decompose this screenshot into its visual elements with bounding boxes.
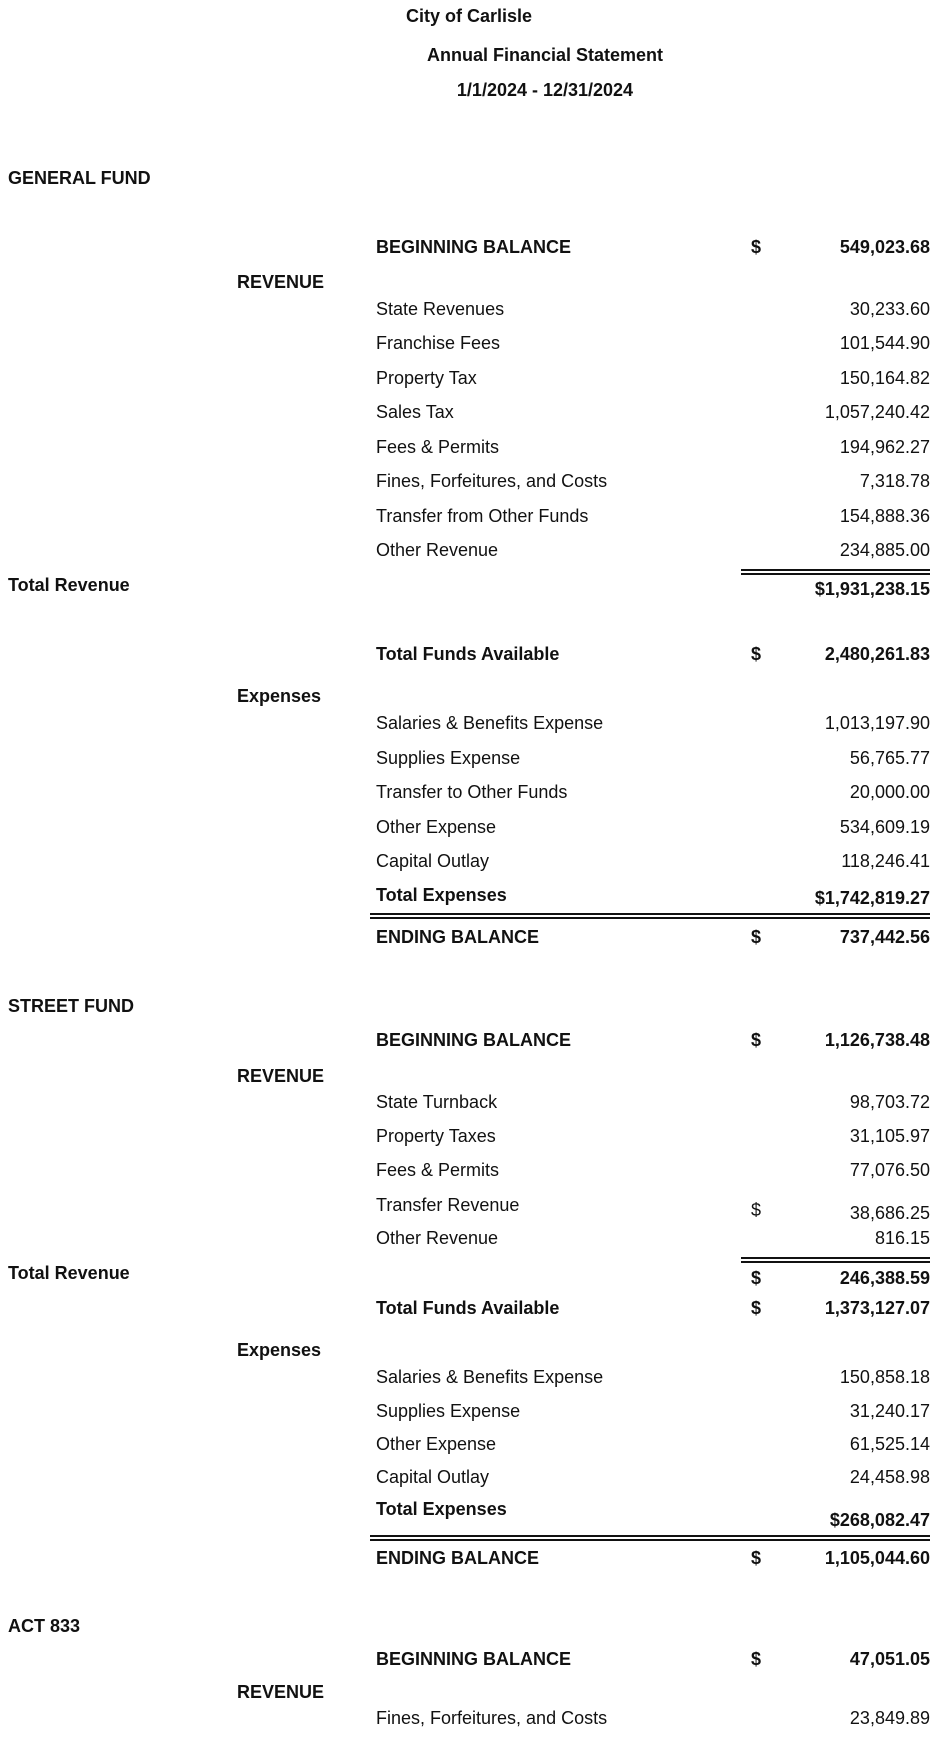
sf-revenue-label: State Turnback bbox=[376, 1092, 498, 1112]
gf-expense-label: Capital Outlay bbox=[376, 851, 490, 871]
gf-expense-value: 1,013,197.90 bbox=[824, 713, 930, 733]
sf-ending-rule bbox=[370, 1535, 930, 1537]
gf-funds-available-value: 2,480,261.83 bbox=[824, 644, 930, 664]
sf-revenue-heading: REVENUE bbox=[237, 1066, 325, 1086]
sf-revenue-label: Transfer Revenue bbox=[376, 1195, 520, 1215]
act-beginning-balance-value: 47,051.05 bbox=[849, 1649, 930, 1669]
statement-title: Annual Financial Statement bbox=[426, 45, 664, 65]
gf-beginning-balance-label: BEGINNING BALANCE bbox=[376, 237, 572, 257]
gf-ending-rule bbox=[370, 913, 930, 915]
gf-funds-available-dollar: $ bbox=[751, 644, 762, 664]
sf-revenue-value: 31,105.97 bbox=[849, 1126, 930, 1146]
gf-revenue-rule bbox=[741, 573, 930, 575]
gf-revenue-rule bbox=[741, 569, 930, 571]
gf-revenue-label: Other Revenue bbox=[376, 540, 499, 560]
sf-expense-label: Capital Outlay bbox=[376, 1467, 490, 1487]
gf-total-expenses-value: $1,742,819.27 bbox=[814, 888, 930, 908]
gf-revenue-value: 150,164.82 bbox=[839, 368, 930, 388]
gf-expense-value: 118,246.41 bbox=[841, 851, 930, 871]
act-revenue-heading: REVENUE bbox=[237, 1682, 325, 1702]
sf-total-revenue-label: Total Revenue bbox=[8, 1263, 130, 1283]
sf-funds-available-value: 1,373,127.07 bbox=[824, 1298, 930, 1318]
gf-funds-available-label: Total Funds Available bbox=[376, 644, 560, 664]
gf-revenue-value: 154,888.36 bbox=[839, 506, 930, 526]
sf-expense-value: 150,858.18 bbox=[839, 1367, 930, 1387]
sf-total-expenses-label: Total Expenses bbox=[376, 1499, 507, 1519]
sf-expense-value: 24,458.98 bbox=[849, 1467, 930, 1487]
act-833-title: ACT 833 bbox=[8, 1616, 81, 1636]
gf-revenue-label: Fees & Permits bbox=[376, 437, 500, 457]
sf-expenses-heading: Expenses bbox=[237, 1340, 322, 1360]
sf-revenue-label: Fees & Permits bbox=[376, 1160, 500, 1180]
gf-expense-value: 534,609.19 bbox=[839, 817, 930, 837]
gf-expense-label: Transfer to Other Funds bbox=[376, 782, 568, 802]
gf-total-expenses-label: Total Expenses bbox=[376, 885, 507, 905]
gf-revenue-label: Sales Tax bbox=[376, 402, 454, 422]
sf-ending-balance-value: 1,105,044.60 bbox=[824, 1548, 930, 1568]
city-name: City of Carlisle bbox=[405, 6, 533, 26]
sf-expense-value: 61,525.14 bbox=[849, 1434, 930, 1454]
sf-beginning-balance-value: 1,126,738.48 bbox=[824, 1030, 930, 1050]
gf-revenue-label: Transfer from Other Funds bbox=[376, 506, 589, 526]
sf-revenue-label: Other Revenue bbox=[376, 1228, 499, 1248]
sf-revenue-value: 77,076.50 bbox=[849, 1160, 930, 1180]
sf-expense-label: Other Expense bbox=[376, 1434, 497, 1454]
sf-revenue-value: 98,703.72 bbox=[849, 1092, 930, 1112]
gf-ending-rule bbox=[370, 917, 930, 919]
gf-expense-value: 20,000.00 bbox=[849, 782, 930, 802]
gf-beginning-balance-dollar: $ bbox=[751, 237, 762, 257]
gf-expenses-heading: Expenses bbox=[237, 686, 322, 706]
sf-revenue-dollar: $ bbox=[751, 1200, 762, 1220]
sf-beginning-balance-label: BEGINNING BALANCE bbox=[376, 1030, 572, 1050]
act-beginning-balance-dollar: $ bbox=[751, 1649, 762, 1669]
sf-total-revenue-value: 246,388.59 bbox=[839, 1268, 930, 1288]
statement-period: 1/1/2024 - 12/31/2024 bbox=[456, 80, 634, 100]
gf-revenue-value: 194,962.27 bbox=[839, 437, 930, 457]
gf-ending-balance-label: ENDING BALANCE bbox=[376, 927, 540, 947]
sf-total-revenue-dollar: $ bbox=[751, 1268, 762, 1288]
act-revenue-label: Fines, Forfeitures, and Costs bbox=[376, 1708, 608, 1728]
gf-beginning-balance-value: 549,023.68 bbox=[839, 237, 930, 257]
sf-revenue-value: 816.15 bbox=[874, 1228, 930, 1248]
gf-expense-label: Supplies Expense bbox=[376, 748, 521, 768]
gf-revenue-value: 7,318.78 bbox=[859, 471, 930, 491]
gf-revenue-label: Franchise Fees bbox=[376, 333, 501, 353]
sf-revenue-value: 38,686.25 bbox=[849, 1203, 930, 1223]
gf-expense-label: Salaries & Benefits Expense bbox=[376, 713, 604, 733]
sf-expense-label: Supplies Expense bbox=[376, 1401, 521, 1421]
gf-revenue-heading: REVENUE bbox=[237, 272, 325, 292]
gf-revenue-value: 101,544.90 bbox=[839, 333, 930, 353]
gf-expense-label: Other Expense bbox=[376, 817, 497, 837]
gf-ending-balance-dollar: $ bbox=[751, 927, 762, 947]
gf-revenue-label: Property Tax bbox=[376, 368, 477, 388]
sf-expense-value: 31,240.17 bbox=[849, 1401, 930, 1421]
gf-revenue-label: Fines, Forfeitures, and Costs bbox=[376, 471, 608, 491]
gf-revenue-value: 1,057,240.42 bbox=[824, 402, 930, 422]
gf-revenue-value: 234,885.00 bbox=[839, 540, 930, 560]
general-fund-title: GENERAL FUND bbox=[8, 168, 151, 188]
sf-revenue-rule bbox=[741, 1261, 930, 1263]
street-fund-title: STREET FUND bbox=[8, 996, 134, 1016]
gf-revenue-label: State Revenues bbox=[376, 299, 505, 319]
gf-total-revenue-value: $1,931,238.15 bbox=[814, 579, 930, 599]
sf-expense-label: Salaries & Benefits Expense bbox=[376, 1367, 604, 1387]
gf-total-revenue-label: Total Revenue bbox=[8, 575, 130, 595]
sf-total-expenses-value: $268,082.47 bbox=[829, 1510, 930, 1530]
sf-ending-rule bbox=[370, 1539, 930, 1541]
sf-funds-available-dollar: $ bbox=[751, 1298, 762, 1318]
sf-ending-balance-dollar: $ bbox=[751, 1548, 762, 1568]
sf-revenue-label: Property Taxes bbox=[376, 1126, 496, 1146]
act-revenue-value: 23,849.89 bbox=[849, 1708, 930, 1728]
sf-ending-balance-label: ENDING BALANCE bbox=[376, 1548, 540, 1568]
act-beginning-balance-label: BEGINNING BALANCE bbox=[376, 1649, 572, 1669]
gf-revenue-value: 30,233.60 bbox=[849, 299, 930, 319]
gf-ending-balance-value: 737,442.56 bbox=[839, 927, 930, 947]
sf-revenue-rule bbox=[741, 1257, 930, 1259]
sf-beginning-balance-dollar: $ bbox=[751, 1030, 762, 1050]
gf-expense-value: 56,765.77 bbox=[849, 748, 930, 768]
sf-funds-available-label: Total Funds Available bbox=[376, 1298, 560, 1318]
